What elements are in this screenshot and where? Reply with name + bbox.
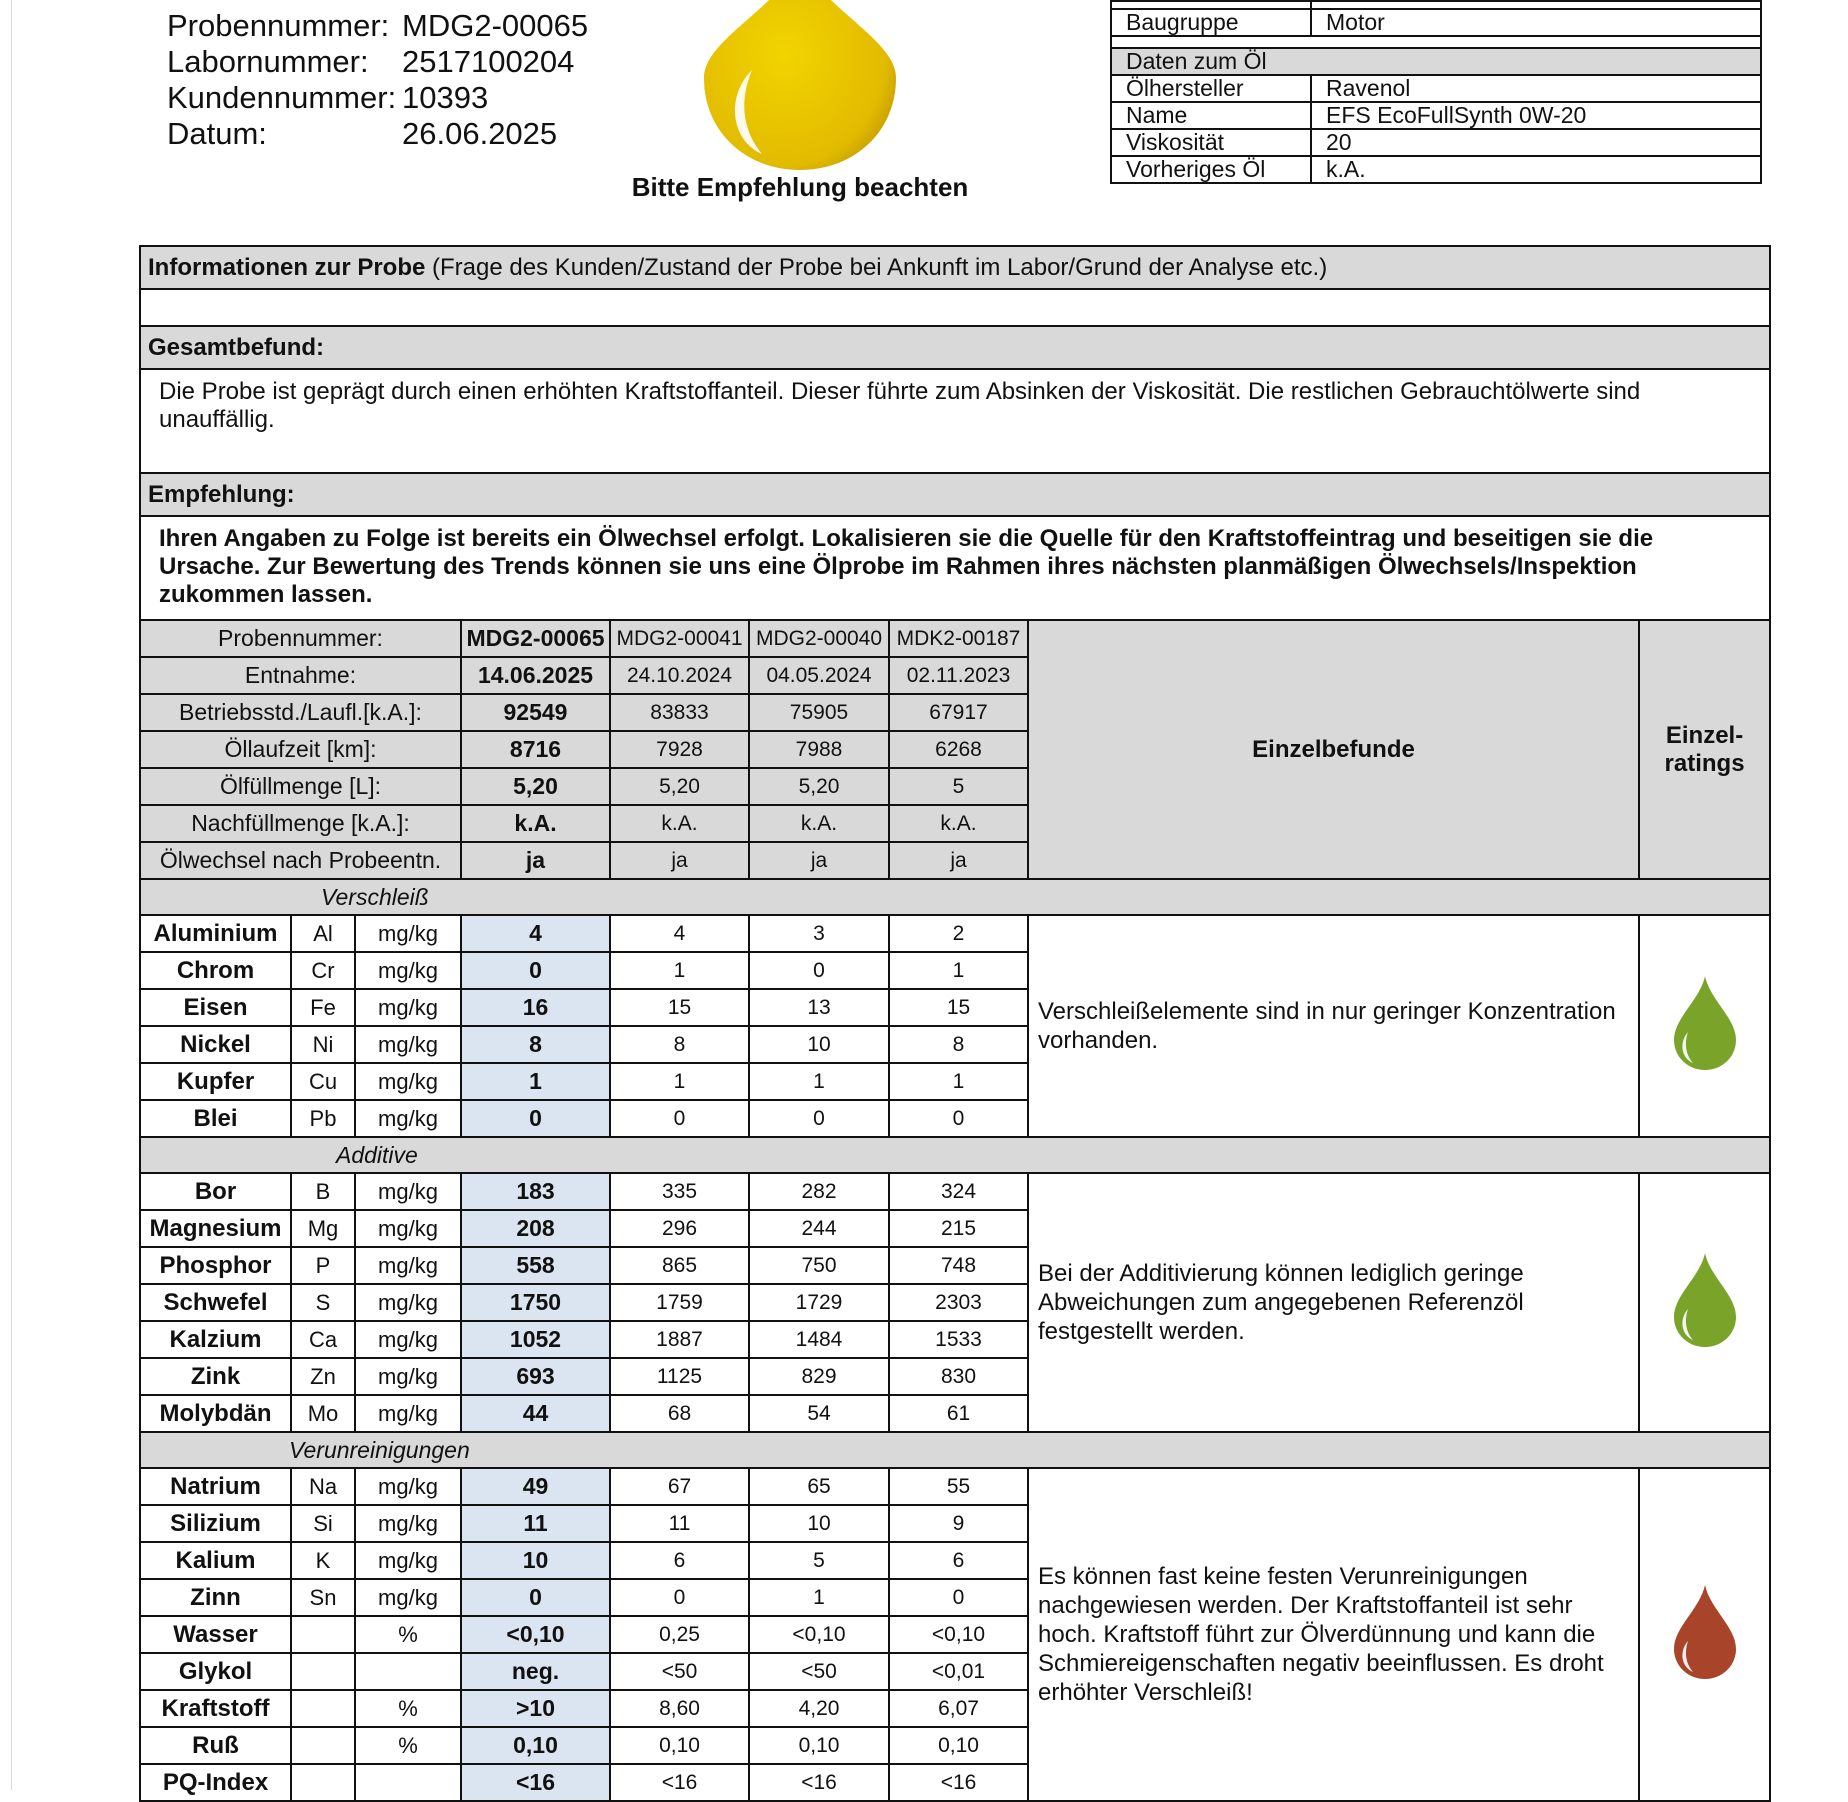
measurement-value: 2303	[889, 1284, 1028, 1321]
history-value: 8716	[461, 731, 610, 768]
element-unit: mg/kg	[355, 1321, 461, 1358]
measurement-value: 10	[749, 1026, 889, 1063]
rating-red-drop-icon	[1674, 1585, 1736, 1679]
info-subtitle: (Frage des Kunden/Zustand der Probe bei Ankunft im Labor/Grund der Analyse etc.)	[425, 253, 1328, 281]
measurement-value: 2	[889, 915, 1028, 952]
measurement-row	[140, 1468, 1770, 1505]
element-name: Kupfer	[140, 1063, 291, 1100]
element-symbol	[291, 1727, 355, 1764]
element-name: Zinn	[140, 1579, 291, 1616]
element-unit: mg/kg	[355, 1173, 461, 1210]
element-unit: mg/kg	[355, 1395, 461, 1432]
measurement-value: 0	[749, 952, 889, 989]
recommendation-header-row	[140, 473, 1770, 516]
oil-key: Viskosität	[1111, 129, 1311, 156]
measurement-value: 0,10	[889, 1727, 1028, 1764]
measurement-value: <16	[610, 1764, 749, 1801]
measurement-value: 0	[889, 1100, 1028, 1137]
history-value: ja	[889, 842, 1028, 879]
measurement-rows	[140, 620, 1770, 1801]
recommendation-title-text: Empfehlung:	[148, 480, 295, 508]
measurement-value: 0	[749, 1100, 889, 1137]
measurement-value: 1052	[461, 1321, 610, 1358]
sample-label: Labornummer:	[167, 44, 369, 79]
measurement-value: 16	[461, 989, 610, 1026]
measurement-value: 830	[889, 1358, 1028, 1395]
element-symbol: Al	[291, 915, 355, 952]
element-unit	[355, 1653, 461, 1690]
history-value: 02.11.2023	[889, 657, 1028, 694]
history-label: Öllaufzeit [km]:	[140, 731, 461, 768]
history-value: 92549	[461, 694, 610, 731]
section-rating	[1639, 1173, 1770, 1432]
history-value: k.A.	[889, 805, 1028, 842]
element-unit: mg/kg	[355, 1542, 461, 1579]
measurement-value: 54	[749, 1395, 889, 1432]
element-unit	[355, 1764, 461, 1801]
element-symbol: Sn	[291, 1579, 355, 1616]
measurement-value: 11	[461, 1505, 610, 1542]
element-unit: %	[355, 1727, 461, 1764]
measurement-value: <0,10	[889, 1616, 1028, 1653]
measurement-value: 9	[889, 1505, 1028, 1542]
oil-row	[1111, 156, 1761, 183]
history-value: 04.05.2024	[749, 657, 889, 694]
measurement-value: 8	[461, 1026, 610, 1063]
element-symbol: P	[291, 1247, 355, 1284]
element-symbol: Ca	[291, 1321, 355, 1358]
info-text	[140, 289, 1770, 326]
measurement-value: <0,01	[889, 1653, 1028, 1690]
measurement-value: 4	[610, 915, 749, 952]
measurement-value: <50	[610, 1653, 749, 1690]
measurement-value: 750	[749, 1247, 889, 1284]
section-rating	[1639, 915, 1770, 1137]
section-title: Additive	[140, 1137, 1770, 1173]
measurement-value: 55	[889, 1468, 1028, 1505]
measurement-value: <16	[749, 1764, 889, 1801]
measurement-value: 1125	[610, 1358, 749, 1395]
element-unit: %	[355, 1616, 461, 1653]
oil-section-title: Daten zum Öl	[1111, 48, 1761, 75]
sample-row-kundennummer	[167, 80, 588, 116]
element-unit: mg/kg	[355, 1284, 461, 1321]
oil-row	[1111, 75, 1761, 102]
oil-row	[1111, 9, 1761, 36]
element-name: Silizium	[140, 1505, 291, 1542]
sample-value: 26.06.2025	[402, 116, 558, 151]
section-header-row	[140, 879, 1770, 915]
measurement-value: 0	[889, 1579, 1028, 1616]
measurement-row	[140, 915, 1770, 952]
measurement-value: 0	[461, 952, 610, 989]
element-unit: mg/kg	[355, 1505, 461, 1542]
element-symbol: Zn	[291, 1358, 355, 1395]
history-label: Ölfüllmenge [L]:	[140, 768, 461, 805]
oil-key: Baugruppe	[1111, 9, 1311, 36]
measurement-value: 0	[461, 1100, 610, 1137]
element-name: Natrium	[140, 1468, 291, 1505]
oil-value: Motor	[1311, 9, 1761, 36]
measurement-value: 1	[610, 1063, 749, 1100]
section-title: Verunreinigungen	[140, 1432, 1770, 1468]
sample-row-probennummer	[167, 8, 588, 44]
measurement-value: 183	[461, 1173, 610, 1210]
measurement-value: 15	[610, 989, 749, 1026]
section-rating	[1639, 1468, 1770, 1801]
element-symbol	[291, 1690, 355, 1727]
measurement-value: 8	[610, 1026, 749, 1063]
element-symbol: Na	[291, 1468, 355, 1505]
sample-row-datum	[167, 116, 588, 152]
element-unit: mg/kg	[355, 1063, 461, 1100]
sample-label: Kundennummer:	[167, 80, 397, 115]
measurement-value: 335	[610, 1173, 749, 1210]
measurement-value: 208	[461, 1210, 610, 1247]
history-value: 75905	[749, 694, 889, 731]
section-header-row	[140, 1432, 1770, 1468]
element-name: Wasser	[140, 1616, 291, 1653]
element-name: Zink	[140, 1358, 291, 1395]
rating-green-drop-icon	[1674, 976, 1736, 1070]
info-text-row	[140, 289, 1770, 326]
history-label: Nachfüllmenge [k.A.]:	[140, 805, 461, 842]
history-label: Ölwechsel nach Probeentn.	[140, 842, 461, 879]
measurement-value: >10	[461, 1690, 610, 1727]
element-name: Magnesium	[140, 1210, 291, 1247]
element-name: Blei	[140, 1100, 291, 1137]
history-label: Betriebsstd./Laufl.[k.A.]:	[140, 694, 461, 731]
history-row	[140, 620, 1770, 657]
measurement-value: 6	[889, 1542, 1028, 1579]
overall-text: Die Probe ist geprägt durch einen erhöhten Kraftstoffanteil. Dieser führte zum Absinken der Viskosität. Die restlichen Gebrauchtölwerte sind unauffällig.	[140, 369, 1770, 473]
measurement-value: 0	[461, 1579, 610, 1616]
overall-rating-drop-icon	[704, 0, 896, 170]
measurement-value: 829	[749, 1358, 889, 1395]
oil-value: Ravenol	[1311, 75, 1761, 102]
measurement-value: 558	[461, 1247, 610, 1284]
measurement-value: 244	[749, 1210, 889, 1247]
measurement-value: 6,07	[889, 1690, 1028, 1727]
measurement-value: 65	[749, 1468, 889, 1505]
oil-key: Vorheriges Öl	[1111, 156, 1311, 183]
history-value: 67917	[889, 694, 1028, 731]
element-symbol: Mg	[291, 1210, 355, 1247]
measurement-value: 8,60	[610, 1690, 749, 1727]
element-unit: mg/kg	[355, 915, 461, 952]
measurement-value: <16	[889, 1764, 1028, 1801]
element-symbol	[291, 1616, 355, 1653]
measurement-value: 1	[749, 1579, 889, 1616]
history-value: 24.10.2024	[610, 657, 749, 694]
measurement-value: 1729	[749, 1284, 889, 1321]
measurement-value: 15	[889, 989, 1028, 1026]
element-unit: mg/kg	[355, 989, 461, 1026]
element-name: Phosphor	[140, 1247, 291, 1284]
measurement-value: 215	[889, 1210, 1028, 1247]
measurement-value: 3	[749, 915, 889, 952]
element-unit: mg/kg	[355, 1358, 461, 1395]
measurement-value: 1	[610, 952, 749, 989]
measurement-value: 5	[749, 1542, 889, 1579]
overall-title	[140, 326, 1770, 369]
measurement-value: <16	[461, 1764, 610, 1801]
history-value: 14.06.2025	[461, 657, 610, 694]
measurement-value: 1	[461, 1063, 610, 1100]
sample-label: Probennummer:	[167, 8, 390, 43]
sample-label: Datum:	[167, 116, 267, 151]
element-symbol: Cu	[291, 1063, 355, 1100]
oil-value: k.A.	[1311, 156, 1761, 183]
element-symbol: Ni	[291, 1026, 355, 1063]
measurement-value: <0,10	[749, 1616, 889, 1653]
oil-row	[1111, 102, 1761, 129]
measurement-value: <50	[749, 1653, 889, 1690]
measurement-value: 296	[610, 1210, 749, 1247]
history-label: Entnahme:	[140, 657, 461, 694]
oil-row	[1111, 1, 1761, 9]
measurement-value: 0	[610, 1100, 749, 1137]
history-value: 5,20	[610, 768, 749, 805]
history-value: MDG2-00040	[749, 620, 889, 657]
element-unit: mg/kg	[355, 952, 461, 989]
oil-spacer	[1111, 36, 1761, 48]
element-name: Eisen	[140, 989, 291, 1026]
oil-value	[1311, 1, 1761, 9]
history-value: ja	[610, 842, 749, 879]
measurement-value: 324	[889, 1173, 1028, 1210]
history-value: 7928	[610, 731, 749, 768]
history-value: 5	[889, 768, 1028, 805]
info-header	[140, 246, 1770, 289]
recommendation-text-row	[140, 516, 1770, 620]
rating-green-drop-icon	[1674, 1253, 1736, 1347]
oil-section-header	[1111, 48, 1761, 75]
overall-title-text: Gesamtbefund:	[148, 333, 325, 361]
history-value: MDG2-00041	[610, 620, 749, 657]
element-unit: mg/kg	[355, 1579, 461, 1616]
element-symbol: S	[291, 1284, 355, 1321]
element-symbol: Si	[291, 1505, 355, 1542]
element-symbol: Cr	[291, 952, 355, 989]
element-symbol: B	[291, 1173, 355, 1210]
element-name: Kalium	[140, 1542, 291, 1579]
element-name: PQ-Index	[140, 1764, 291, 1801]
history-value: 5,20	[461, 768, 610, 805]
history-value: MDG2-00065	[461, 620, 610, 657]
measurement-value: 10	[749, 1505, 889, 1542]
measurement-value: 1	[749, 1063, 889, 1100]
oil-key	[1111, 1, 1311, 9]
element-name: Schwefel	[140, 1284, 291, 1321]
measurement-value: 0,10	[749, 1727, 889, 1764]
measurement-value: 44	[461, 1395, 610, 1432]
oil-spacer-cell	[1111, 36, 1761, 48]
measurement-value: 0,10	[610, 1727, 749, 1764]
element-symbol: Fe	[291, 989, 355, 1026]
element-name: Ruß	[140, 1727, 291, 1764]
measurement-value: 4,20	[749, 1690, 889, 1727]
history-value: 5,20	[749, 768, 889, 805]
history-value: k.A.	[461, 805, 610, 842]
oil-value: EFS EcoFullSynth 0W-20	[1311, 102, 1761, 129]
oil-row	[1111, 129, 1761, 156]
measurement-value: 865	[610, 1247, 749, 1284]
history-value: 6268	[889, 731, 1028, 768]
ratings-header: Einzel-ratings	[1639, 620, 1770, 879]
history-value: k.A.	[610, 805, 749, 842]
element-name: Chrom	[140, 952, 291, 989]
element-name: Molybdän	[140, 1395, 291, 1432]
sample-value: MDG2-00065	[402, 8, 589, 43]
findings-header: Einzelbefunde	[1028, 620, 1639, 879]
section-finding: Es können fast keine festen Verunreinigungen nachgewiesen werden. Der Kraftstoffanteil ist sehr hoch. Kraftstoff führt zur Ölverdünnung und kann die Schmiereigenschaften negativ beeinflussen. Es droht erhöhter Verschleiß!	[1028, 1468, 1639, 1801]
measurement-value: 68	[610, 1395, 749, 1432]
sample-info	[167, 8, 588, 152]
section-finding: Verschleißelemente sind in nur geringer Konzentration vorhanden.	[1028, 915, 1639, 1137]
element-name: Aluminium	[140, 915, 291, 952]
oil-key: Name	[1111, 102, 1311, 129]
element-name: Nickel	[140, 1026, 291, 1063]
page-edge	[11, 0, 12, 1790]
measurement-value: 11	[610, 1505, 749, 1542]
info-header-row	[140, 246, 1770, 289]
measurement-value: 1533	[889, 1321, 1028, 1358]
element-unit: mg/kg	[355, 1026, 461, 1063]
element-unit: %	[355, 1690, 461, 1727]
section-header-row	[140, 1137, 1770, 1173]
measurement-value: 282	[749, 1173, 889, 1210]
recommendation-hint: Bitte Empfehlung beachten	[631, 172, 969, 202]
measurement-value: 0,10	[461, 1727, 610, 1764]
sample-row-labornummer	[167, 44, 588, 80]
measurement-value: 8	[889, 1026, 1028, 1063]
measurement-value: 693	[461, 1358, 610, 1395]
history-value: 7988	[749, 731, 889, 768]
measurement-value: 1	[889, 1063, 1028, 1100]
oil-value: 20	[1311, 129, 1761, 156]
element-symbol: Pb	[291, 1100, 355, 1137]
oil-data-table	[1110, 0, 1762, 184]
info-title: Informationen zur Probe	[148, 253, 426, 281]
measurement-value: 1750	[461, 1284, 610, 1321]
history-value: MDK2-00187	[889, 620, 1028, 657]
sample-value: 2517100204	[402, 44, 575, 79]
element-name: Kraftstoff	[140, 1690, 291, 1727]
measurement-value: 6	[610, 1542, 749, 1579]
overall-header-row	[140, 326, 1770, 369]
recommendation-text: Ihren Angaben zu Folge ist bereits ein Ölwechsel erfolgt. Lokalisieren sie die Quelle für den Kraftstoffeintrag und beseitigen sie die Ursache. Zur Bewertung des Trends können sie uns eine Ölprobe im Rahmen ihres nächsten planmäßigen Ölwechsels/Inspektion zukommen lassen.	[140, 516, 1770, 620]
measurement-value: 61	[889, 1395, 1028, 1432]
overall-text-row	[140, 369, 1770, 473]
measurement-value: 4	[461, 915, 610, 952]
element-symbol: Mo	[291, 1395, 355, 1432]
history-value: ja	[461, 842, 610, 879]
measurement-value: 67	[610, 1468, 749, 1505]
element-symbol	[291, 1764, 355, 1801]
analysis-report-table	[139, 245, 1771, 1802]
section-title: Verschleiß	[140, 879, 1770, 915]
section-finding: Bei der Additivierung können lediglich geringe Abweichungen zum angegebenen Referenzöl festgestellt werden.	[1028, 1173, 1639, 1432]
measurement-value: neg.	[461, 1653, 610, 1690]
measurement-value: 0	[610, 1579, 749, 1616]
element-unit: mg/kg	[355, 1100, 461, 1137]
measurement-value: 1484	[749, 1321, 889, 1358]
element-unit: mg/kg	[355, 1210, 461, 1247]
element-unit: mg/kg	[355, 1468, 461, 1505]
element-symbol	[291, 1653, 355, 1690]
measurement-value: 1	[889, 952, 1028, 989]
element-name: Kalzium	[140, 1321, 291, 1358]
measurement-value: 748	[889, 1247, 1028, 1284]
sample-value: 10393	[402, 80, 489, 115]
history-value: 83833	[610, 694, 749, 731]
measurement-value: 0,25	[610, 1616, 749, 1653]
measurement-value: 49	[461, 1468, 610, 1505]
measurement-value: 1759	[610, 1284, 749, 1321]
history-value: k.A.	[749, 805, 889, 842]
element-unit: mg/kg	[355, 1247, 461, 1284]
history-label: Probennummer:	[140, 620, 461, 657]
measurement-value: 1887	[610, 1321, 749, 1358]
measurement-value: 13	[749, 989, 889, 1026]
element-name: Bor	[140, 1173, 291, 1210]
element-name: Glykol	[140, 1653, 291, 1690]
element-symbol: K	[291, 1542, 355, 1579]
measurement-value: <0,10	[461, 1616, 610, 1653]
oil-key: Ölhersteller	[1111, 75, 1311, 102]
recommendation-title	[140, 473, 1770, 516]
measurement-value: 10	[461, 1542, 610, 1579]
measurement-row	[140, 1173, 1770, 1210]
history-value: ja	[749, 842, 889, 879]
